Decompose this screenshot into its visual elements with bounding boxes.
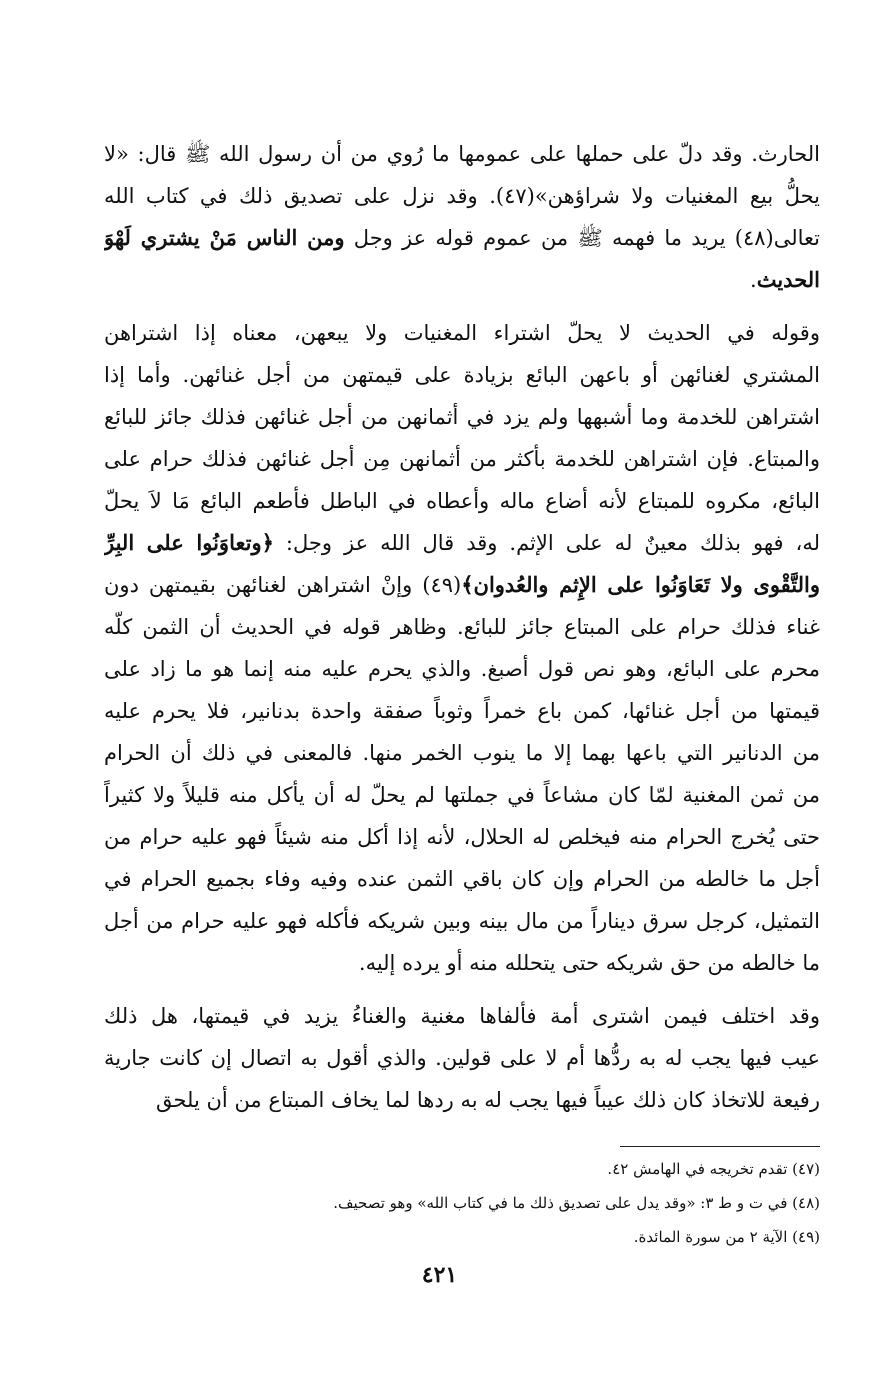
footnote-47: (٤٧) تقدم تخريجه في الهامش ٤٢. <box>607 1160 820 1178</box>
text-run: تعالى(٤٨) يريد ما فهمه ﷺ من عموم قوله عز وجل <box>344 226 820 250</box>
text-run: يحلُّ بيع المغنيات ولا شراؤهن»(٤٧). وقد نزل على تصديق ذلك في كتاب الله <box>104 184 820 208</box>
footnote-48: (٤٨) في ت و ط ٣: «وقد يدل على تصديق ذلك ما في كتاب الله» وهو تصحيف. <box>333 1194 820 1212</box>
text-run: (٤٩) وإنْ اشتراهن لغنائهن بقيمتهن دون <box>104 573 462 597</box>
text-run: والمبتاع. فإن اشتراهن للخدمة بأكثر من أثمانهن مِن أجل غنائهن فذلك حرام على <box>104 447 820 471</box>
quoted-text: ومن الناس مَنْ يشتري لَهْوَ <box>104 225 345 250</box>
text-run: قيمتها من أجل غنائها، كمن باع خمراً وثوباً صفقة واحدة بدنانير، فلا يحرم عليه <box>104 699 820 723</box>
quoted-text: ﴿وتعاوَنُوا على البِرِّ <box>104 530 274 555</box>
text-run: من ثمن المغنية لمّا كان مشاعاً في جملتها لم يحلّ له أن يأكل منه قليلاً ولا كثيراً <box>104 783 820 807</box>
text-line <box>104 774 820 816</box>
paragraph-1 <box>104 133 820 301</box>
quoted-text: والتَّقْوى ولا تَعَاوَنُوا على الإِثم والعُدوان﴾ <box>461 572 820 597</box>
text-line <box>104 133 820 175</box>
text-line <box>104 1079 820 1121</box>
text-line <box>104 858 820 900</box>
text-line <box>104 396 820 438</box>
text-run: عيب فيها يجب له به ردُّها أم لا على قولين. والذي أقول به اتصال إن كانت جارية <box>104 1046 820 1070</box>
text-line <box>104 564 820 606</box>
text-run: حتى يُخرج الحرام منه فيخلص له الحلال، لأنه إذا أكل منه شيئاً فهو عليه حرام من <box>104 825 820 849</box>
text-run: . <box>750 268 757 292</box>
page-number: ٤٢١ <box>421 1262 458 1288</box>
text-run: المشتري لغنائهن أو باعهن البائع بزيادة على قيمتهن من أجل غنائهن. وأما إذا <box>104 363 820 387</box>
text-line <box>104 354 820 396</box>
text-run: أجل ما خالطه من الحرام وإن كان باقي الثمن عنده وفيه وفاء بجميع الحرام في <box>104 867 820 891</box>
text-run: التمثيل، كرجل سرق ديناراً من مال بينه وبين شريكه فأكله فهو عليه حرام من أجل <box>104 909 820 933</box>
text-run: اشتراهن للخدمة وما أشبهها ولم يزد في أثمانهن من أجل غنائهن فذلك جائز للبائع <box>104 405 820 429</box>
text-line <box>104 1037 820 1079</box>
text-line <box>104 690 820 732</box>
text-run: وقد اختلف فيمن اشترى أمة فألفاها مغنية والغناءُ يزيد في قيمتها، هل ذلك <box>104 1004 820 1028</box>
text-line <box>104 522 820 564</box>
text-run: الحارث. وقد دلّ على حملها على عمومها ما رُوي من أن رسول الله ﷺ قال: «لا <box>104 142 820 166</box>
paragraph-2 <box>104 312 820 984</box>
text-line <box>104 480 820 522</box>
text-run: من الدنانير التي باعها بهما إلا ما ينوب الخمر منها. فالمعنى في ذلك أن الحرام <box>104 741 820 765</box>
paragraph-3 <box>104 995 820 1121</box>
text-line <box>104 995 820 1037</box>
text-run: رفيعة للاتخاذ كان ذلك عيباً فيها يجب له به ردها لما يخاف المبتاع من أن يلحق <box>155 1088 820 1112</box>
text-line <box>104 648 820 690</box>
text-run: وقوله في الحديث لا يحلّ اشتراء المغنيات ولا يبعهن، معناه إذا اشتراهن <box>104 321 820 345</box>
text-line <box>104 900 820 942</box>
text-run: محرم على البائع، وهو نص قول أصبغ. والذي يحرم عليه منه إنما هو ما زاد على <box>104 657 820 681</box>
text-run: غناء فذلك حرام على المبتاع جائز للبائع. وظاهر قوله في الحديث أن الثمن كلّه <box>104 615 820 639</box>
text-run: البائع، مكروه للمبتاع لأنه أضاع ماله وأعطاه في الباطل فأطعم البائع مَا لاَ يحلّ <box>104 489 820 513</box>
text-line <box>104 175 820 217</box>
text-line <box>104 816 820 858</box>
text-line <box>104 312 820 354</box>
text-line <box>104 259 820 301</box>
footnotes <box>300 1152 820 1254</box>
quoted-text: الحديث <box>756 267 820 292</box>
text-line <box>104 217 820 259</box>
text-line <box>104 438 820 480</box>
text-line <box>104 732 820 774</box>
text-run: له، فهو بذلك معينٌ له على الإثم. وقد قال الله عز وجل: <box>273 531 820 555</box>
text-line <box>104 606 820 648</box>
text-run: ما خالطه من حق شريكه حتى يتحلله منه أو يرده إليه. <box>358 951 820 975</box>
footnote-49: (٤٩) الآية ٢ من سورة المائدة. <box>633 1228 820 1246</box>
footnote-separator <box>620 1146 820 1147</box>
text-line <box>104 942 820 984</box>
